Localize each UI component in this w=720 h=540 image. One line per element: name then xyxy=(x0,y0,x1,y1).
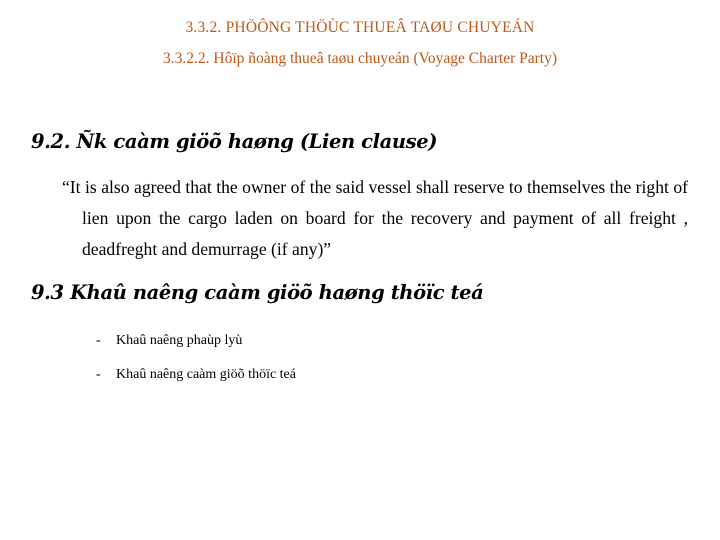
list-item-marker: - xyxy=(96,367,101,382)
list-item xyxy=(96,361,296,395)
list-item-text: Khaû naêng caàm giöõ thöïc teá xyxy=(116,367,296,382)
list-item-text: Khaû naêng phaùp lyù xyxy=(116,333,243,348)
slide-header-title: 3.3.2. PHÖÔNG THÖÙC THUEÂ TAØU CHUYEÁN xyxy=(185,19,535,36)
list-item-marker: - xyxy=(96,333,101,348)
lien-clause-quote: “It is also agreed that the owner of the said vessel shall reserve to themselves the right of lien upon the cargo laden on board for the recovery and payment of all freight , deadfreght and demurrage (if any)” xyxy=(62,177,688,259)
slide-header-subtitle: 3.3.2.2. Hôïp ñoàng thueâ taøu chuyeán (Voyage Charter Party) xyxy=(163,50,557,67)
list-item xyxy=(96,327,296,361)
practical-lien-list xyxy=(96,327,296,395)
section-heading-lien-clause: 9.2. Ñk caàm giöõ haøng (Lien clause) xyxy=(31,130,438,153)
section-heading-practical-lien: 9.3 Khaû naêng caàm giöõ haøng thöïc teá xyxy=(31,281,484,304)
